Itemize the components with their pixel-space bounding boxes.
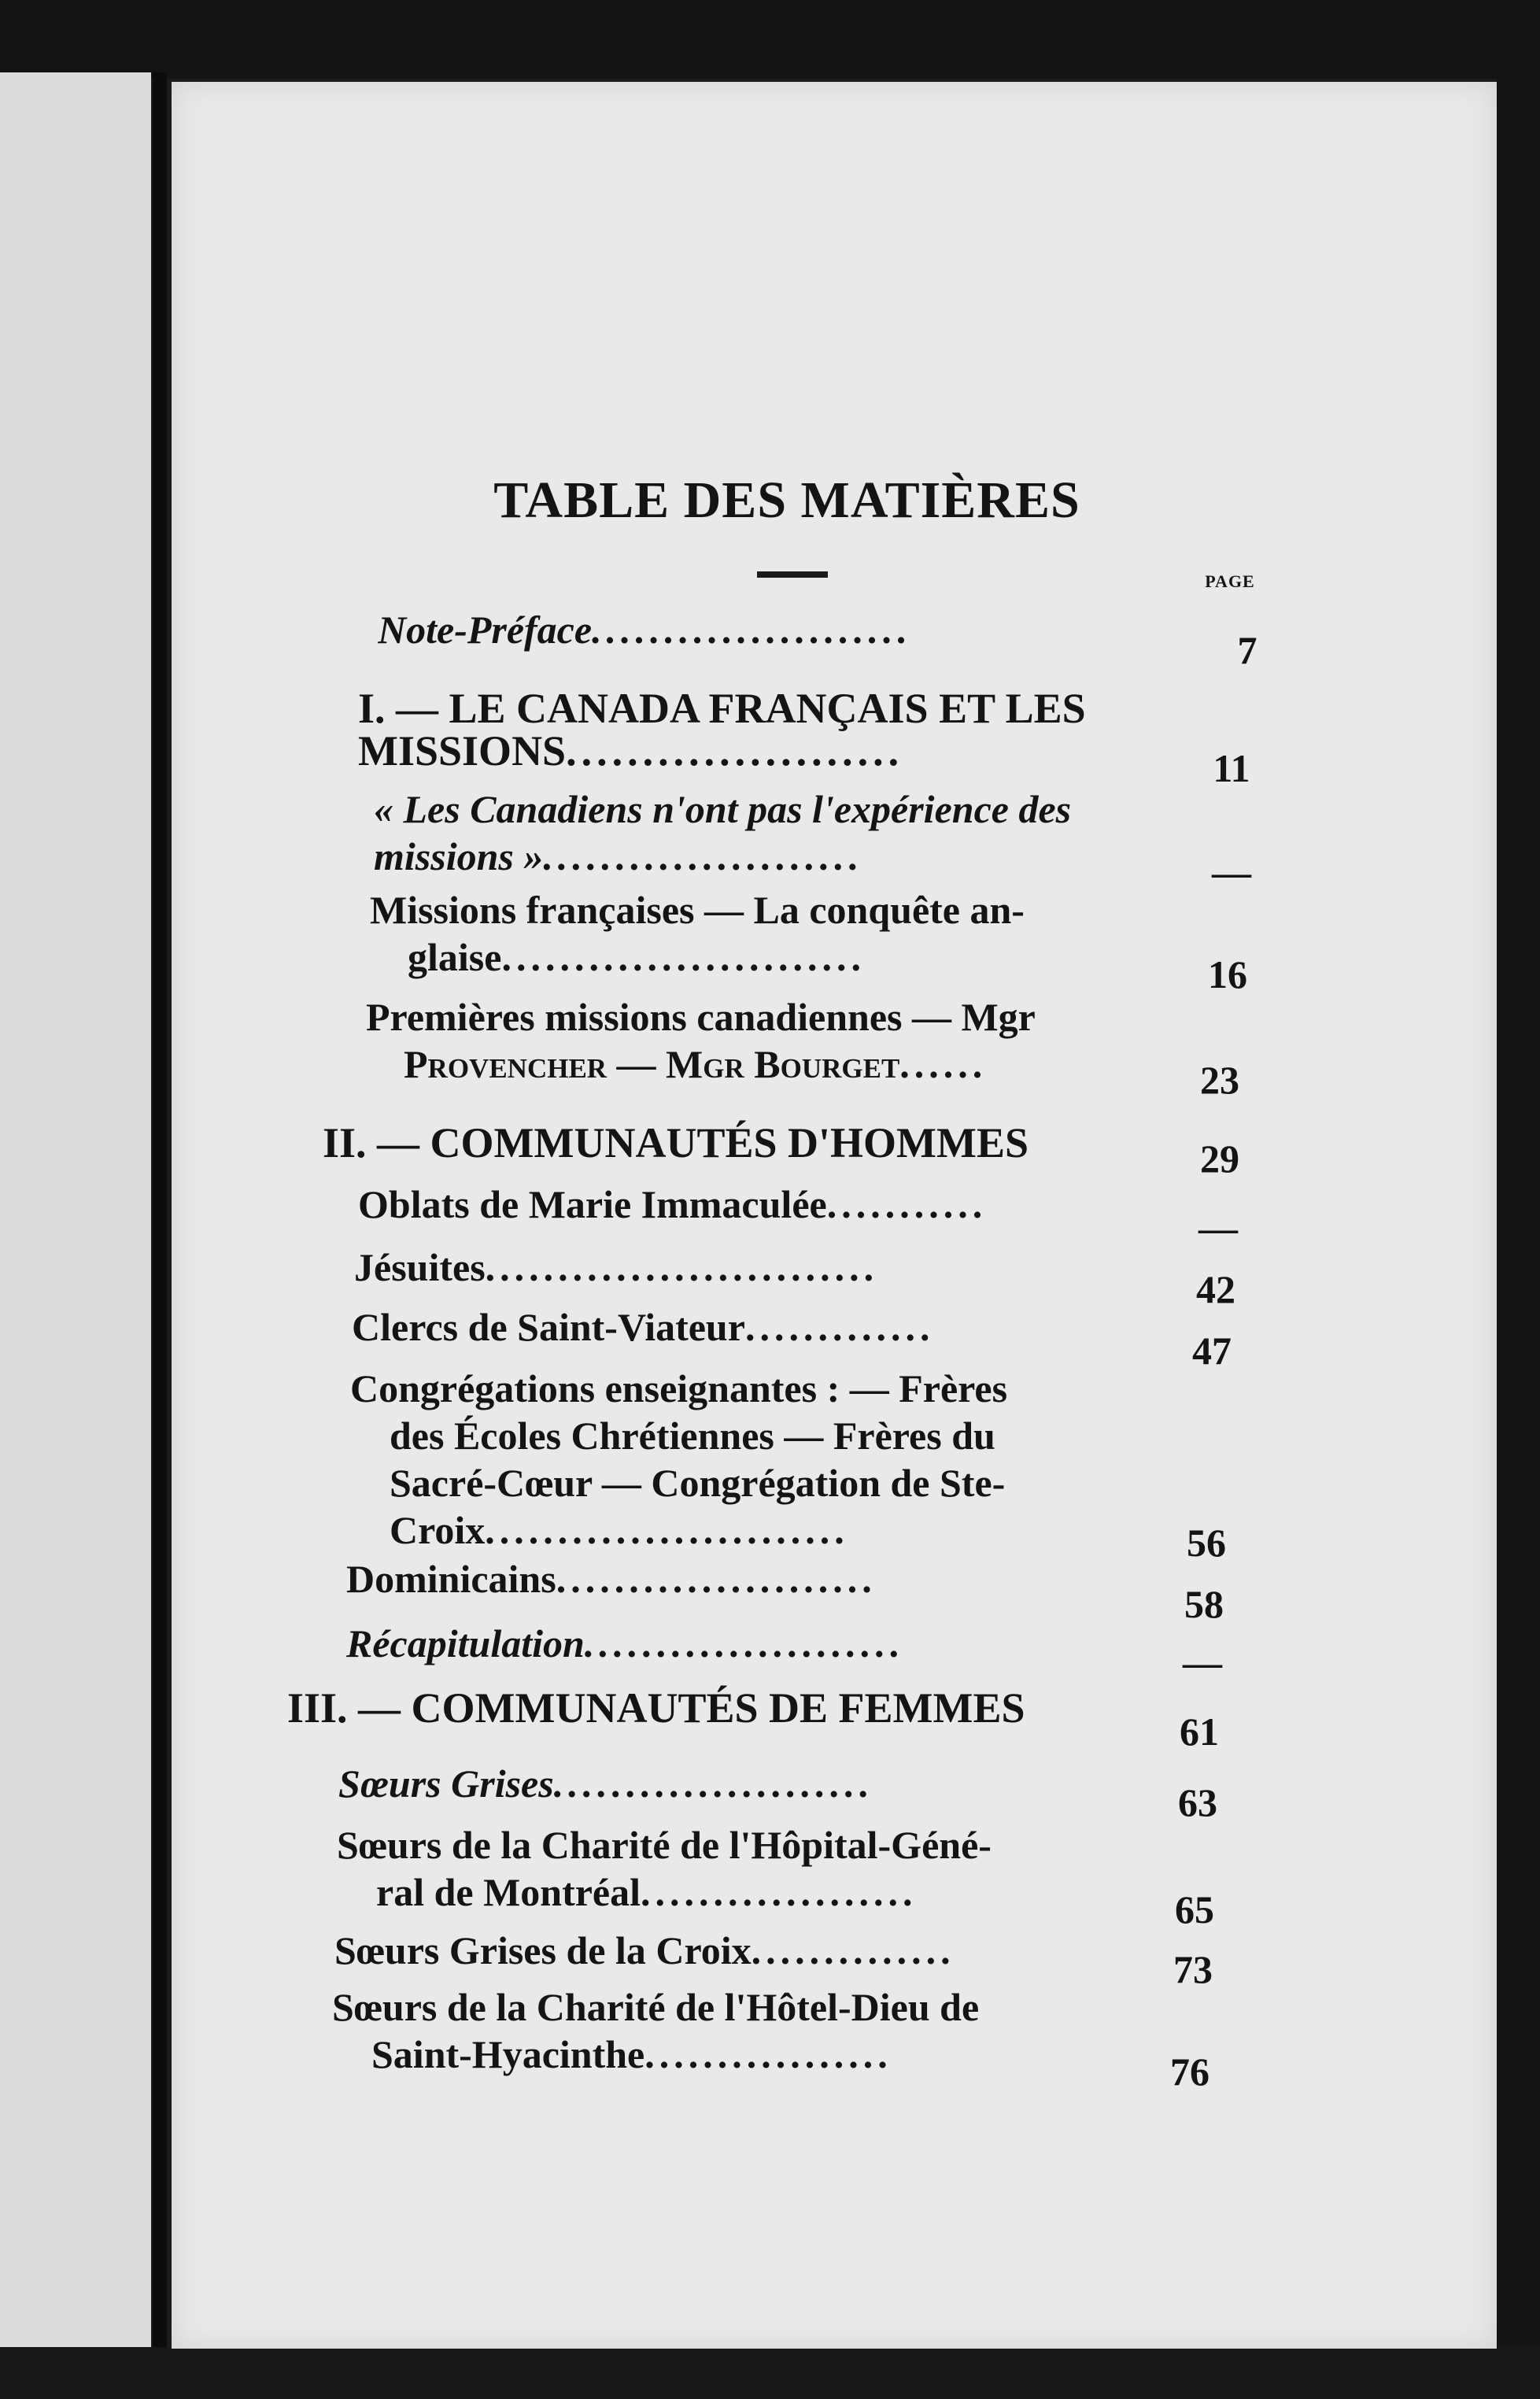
- entry-label-continued: Provencher — Mgr Bourget: [404, 1042, 900, 1086]
- dot-leader: ......................: [543, 834, 864, 878]
- toc-entry-oblats: [358, 1181, 1113, 1228]
- entry-label: Clercs de Saint-Viateur: [352, 1305, 745, 1349]
- page-number: 61: [1180, 1710, 1219, 1754]
- entry-label-continued: missions »: [374, 834, 544, 878]
- entry-label-continued: Saint-Hyacinthe: [371, 2032, 645, 2076]
- entry-label: Missions françaises — La conquête an-: [370, 888, 1025, 932]
- page-number: 23: [1200, 1058, 1239, 1102]
- entry-label-continued: glaise: [408, 935, 502, 979]
- entry-label-continued: Sacré-Cœur — Congrégation de Ste-: [390, 1461, 1006, 1505]
- toc-section-canada-francais: [358, 685, 1137, 774]
- dot-leader: ......................: [553, 1761, 874, 1806]
- dot-leader: ...................: [641, 1870, 918, 1914]
- page-number: —: [1183, 1640, 1222, 1684]
- toc-entry-congregations-enseignantes: [350, 1365, 1113, 1554]
- dot-leader: ...........................: [485, 1245, 879, 1289]
- dot-leader: ......................: [566, 727, 904, 774]
- entry-label: Sœurs Grises: [338, 1761, 554, 1806]
- entry-label: Sœurs Grises de la Croix: [334, 1928, 752, 1972]
- scan-right-border: [1497, 79, 1540, 2399]
- dot-leader: ......................: [592, 608, 913, 652]
- page-number: 76: [1170, 2050, 1209, 2094]
- dot-leader: ......................: [584, 1621, 905, 1665]
- dot-leader: ...........: [826, 1182, 988, 1226]
- page-number: 42: [1196, 1267, 1235, 1311]
- title-divider: [757, 571, 828, 578]
- entry-label: I. — LE CANADA FRANÇAIS ET LES: [358, 685, 1086, 732]
- toc-entry-soeurs-grises: [338, 1760, 1094, 1807]
- toc-entry-soeurs-charite-hotel-dieu: [332, 1983, 1091, 2078]
- entry-label: Congrégations enseignantes : — Frères: [350, 1366, 1008, 1410]
- entry-label: Sœurs de la Charité de l'Hôpital-Géné-: [337, 1823, 992, 1867]
- toc-entry-premieres-missions: [366, 993, 1125, 1088]
- page-number: 65: [1175, 1887, 1214, 1931]
- toc-entry-note-preface: [378, 606, 1125, 653]
- toc-section-communautes-hommes: [323, 1119, 1117, 1166]
- toc-entry-soeurs-grises-croix: [334, 1927, 1090, 1974]
- entry-label: « Les Canadiens n'ont pas l'expérience des: [374, 787, 1072, 831]
- dot-leader: ......: [899, 1042, 988, 1086]
- scan-top-border: [0, 0, 1540, 79]
- entry-label: Dominicains: [346, 1557, 556, 1601]
- entry-label: Oblats de Marie Immaculée: [358, 1182, 827, 1226]
- page-number: 73: [1173, 1947, 1213, 1991]
- toc-entry-missions-francaises: [370, 886, 1125, 981]
- dot-leader: .............: [744, 1305, 935, 1349]
- toc-entry-clercs-saint-viateur: [352, 1303, 1107, 1351]
- dot-leader: .................: [644, 2032, 892, 2076]
- page-gutter: [153, 72, 167, 2351]
- page-number: 11: [1213, 746, 1250, 790]
- toc-entry-recapitulation: [346, 1620, 1102, 1667]
- entry-label: Premières missions canadiennes — Mgr: [366, 995, 1036, 1039]
- entry-label: Note-Préface: [378, 608, 593, 652]
- entry-label: Jésuites: [354, 1245, 486, 1289]
- page-number: 63: [1178, 1780, 1217, 1824]
- scan-bottom-border: [0, 2347, 1540, 2399]
- page-number: 47: [1192, 1329, 1232, 1373]
- entry-label: III. — COMMUNAUTÉS DE FEMMES: [287, 1684, 1025, 1732]
- entry-label-continued: des Écoles Chrétiennes — Frères du: [390, 1414, 995, 1458]
- page-number: 16: [1208, 952, 1247, 996]
- page-number: —: [1198, 1206, 1238, 1250]
- toc-entry-jesuites: [354, 1244, 1110, 1291]
- dot-leader: .........................: [501, 935, 866, 979]
- page-number: 56: [1187, 1521, 1226, 1565]
- entry-label: Récapitulation: [346, 1621, 585, 1665]
- dot-leader: .........................: [485, 1508, 849, 1552]
- dot-leader: ..............: [751, 1928, 955, 1972]
- toc-entry-canadiens-experience: [374, 785, 1129, 880]
- facing-page-edge: [0, 72, 151, 2347]
- dot-leader: ......................: [556, 1557, 877, 1601]
- toc-entry-soeurs-charite-hopital: [337, 1821, 1096, 1916]
- page-number: —: [1212, 850, 1251, 894]
- page-title: TABLE DES MATIÈRES: [493, 471, 1080, 529]
- page-number: 58: [1184, 1582, 1224, 1626]
- toc-section-communautes-femmes: [287, 1684, 1113, 1732]
- page-number: 7: [1237, 628, 1257, 672]
- toc-entry-dominicains: [346, 1555, 1102, 1602]
- entry-label: II. — COMMUNAUTÉS D'HOMMES: [323, 1119, 1029, 1166]
- entry-label-continued: Croix: [390, 1508, 486, 1552]
- entry-label: Sœurs de la Charité de l'Hôtel-Dieu de: [332, 1985, 980, 2029]
- page-number: 29: [1200, 1137, 1239, 1181]
- entry-label-continued: ral de Montréal: [376, 1870, 641, 1914]
- page-column-label: PAGE: [1205, 571, 1255, 591]
- entry-label-continued: MISSIONS: [358, 727, 567, 774]
